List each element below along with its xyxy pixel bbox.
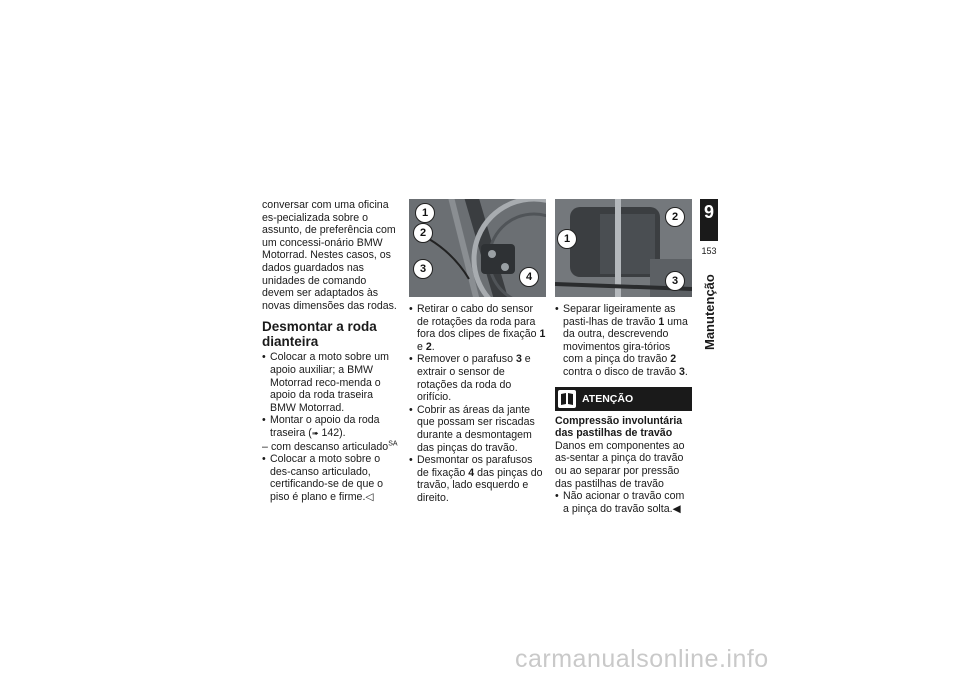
bullet-item: • Não acionar o travão com a pinça do travão solta.◀ [555,490,692,515]
text-column-3 [555,199,692,515]
section-side-label: Manutenção [702,274,717,350]
bullet-item [555,303,692,379]
ref-number: 3 [679,365,685,378]
callout-2: 2 [413,223,433,243]
conditional-item [262,441,399,454]
text-column-2 [409,199,546,505]
bullet-text: e extrair o sensor de rotações da roda do orifício. [417,353,531,404]
bullet-text: das pinças do travão, lado esquerdo e direito. [417,466,543,504]
ref-number: 3 [515,353,522,366]
bullet-item: • Cobrir as áreas da jante que possam ser riscadas durante a desmontagem das pinças do travão. [409,404,546,454]
warning-label: ATENÇÃO [582,392,634,405]
bullet-item: • Colocar a moto sobre o des-canso articulado, certificando-se de que o piso é plano e firme.◁ [262,453,399,503]
watermark: carmanualsonline.info [515,645,769,673]
brake-caliper-photo-side [555,199,692,297]
bullet-item [262,414,399,440]
ref-number: 4 [468,466,475,479]
bullet-text: e [417,340,426,353]
bullet-item [409,353,546,403]
chapter-number: 9 [703,202,714,222]
special-accessory-marker: SA [388,439,398,447]
callout-3: 3 [665,271,685,291]
callout-2: 2 [665,207,685,227]
ref-number: 2 [425,340,432,353]
page-number: 153 [701,246,717,256]
bullet-text: Separar ligeiramente as pasti-lhas de travão [563,303,676,328]
text-column-1 [262,199,399,503]
ref-number: 2 [670,353,677,366]
bullet-item [409,454,546,504]
callout-3: 3 [413,259,433,279]
warning-text: Danos em componentes ao as-sentar a pinça do travão ou ao separar por pressão das pastilhas de travão [555,439,685,490]
bullet-text: contra o disco de travão [563,365,680,378]
ref-number: 1 [658,315,665,328]
bullet-text: Desmontar os parafusos de fixação [417,454,533,479]
bullet-text: . [684,365,688,378]
ref-number: 1 [539,328,546,341]
page-reference: 142). [318,426,346,439]
warning-title: Compressão involuntária das pastilhas de travão [555,414,683,440]
chapter-tab [700,199,718,256]
bullet-text: . [431,340,435,353]
bullet-text: Retirar o cabo do sensor de rotações da roda para fora dos clipes de fixação [417,303,540,341]
brake-caliper-photo-front [409,199,546,297]
warning-banner [555,387,692,411]
bullet-text: uma da outra, descrevendo movimentos gira-tórios com a pinça do travão [563,315,688,366]
section-heading: Desmontar a roda dianteira [262,319,377,350]
page-reference-arrow-icon: ➠ [311,428,319,438]
callout-1: 1 [557,229,577,249]
bullet-item [409,303,546,353]
conditional-text: com descanso articulado [271,440,389,453]
bullet-text: Remover o parafuso [417,353,516,366]
warning-book-icon [558,390,576,408]
bullet-text: Montar o apoio da roda traseira ( [270,414,380,439]
callout-4: 4 [519,267,539,287]
intro-paragraph: conversar com uma oficina es-pecializada sobre o assunto, de preferência com um concessi-onário BMW Motorrad. Nestes casos, os dados guardados nas unidades de comando devem ser adaptados às novas dimensões das rodas. [262,199,397,312]
bullet-item: • Colocar a moto sobre um apoio auxiliar; a BMW Motorrad reco-menda o apoio da roda traseira BMW Motorrad. [262,351,399,414]
callout-1: 1 [415,203,435,223]
